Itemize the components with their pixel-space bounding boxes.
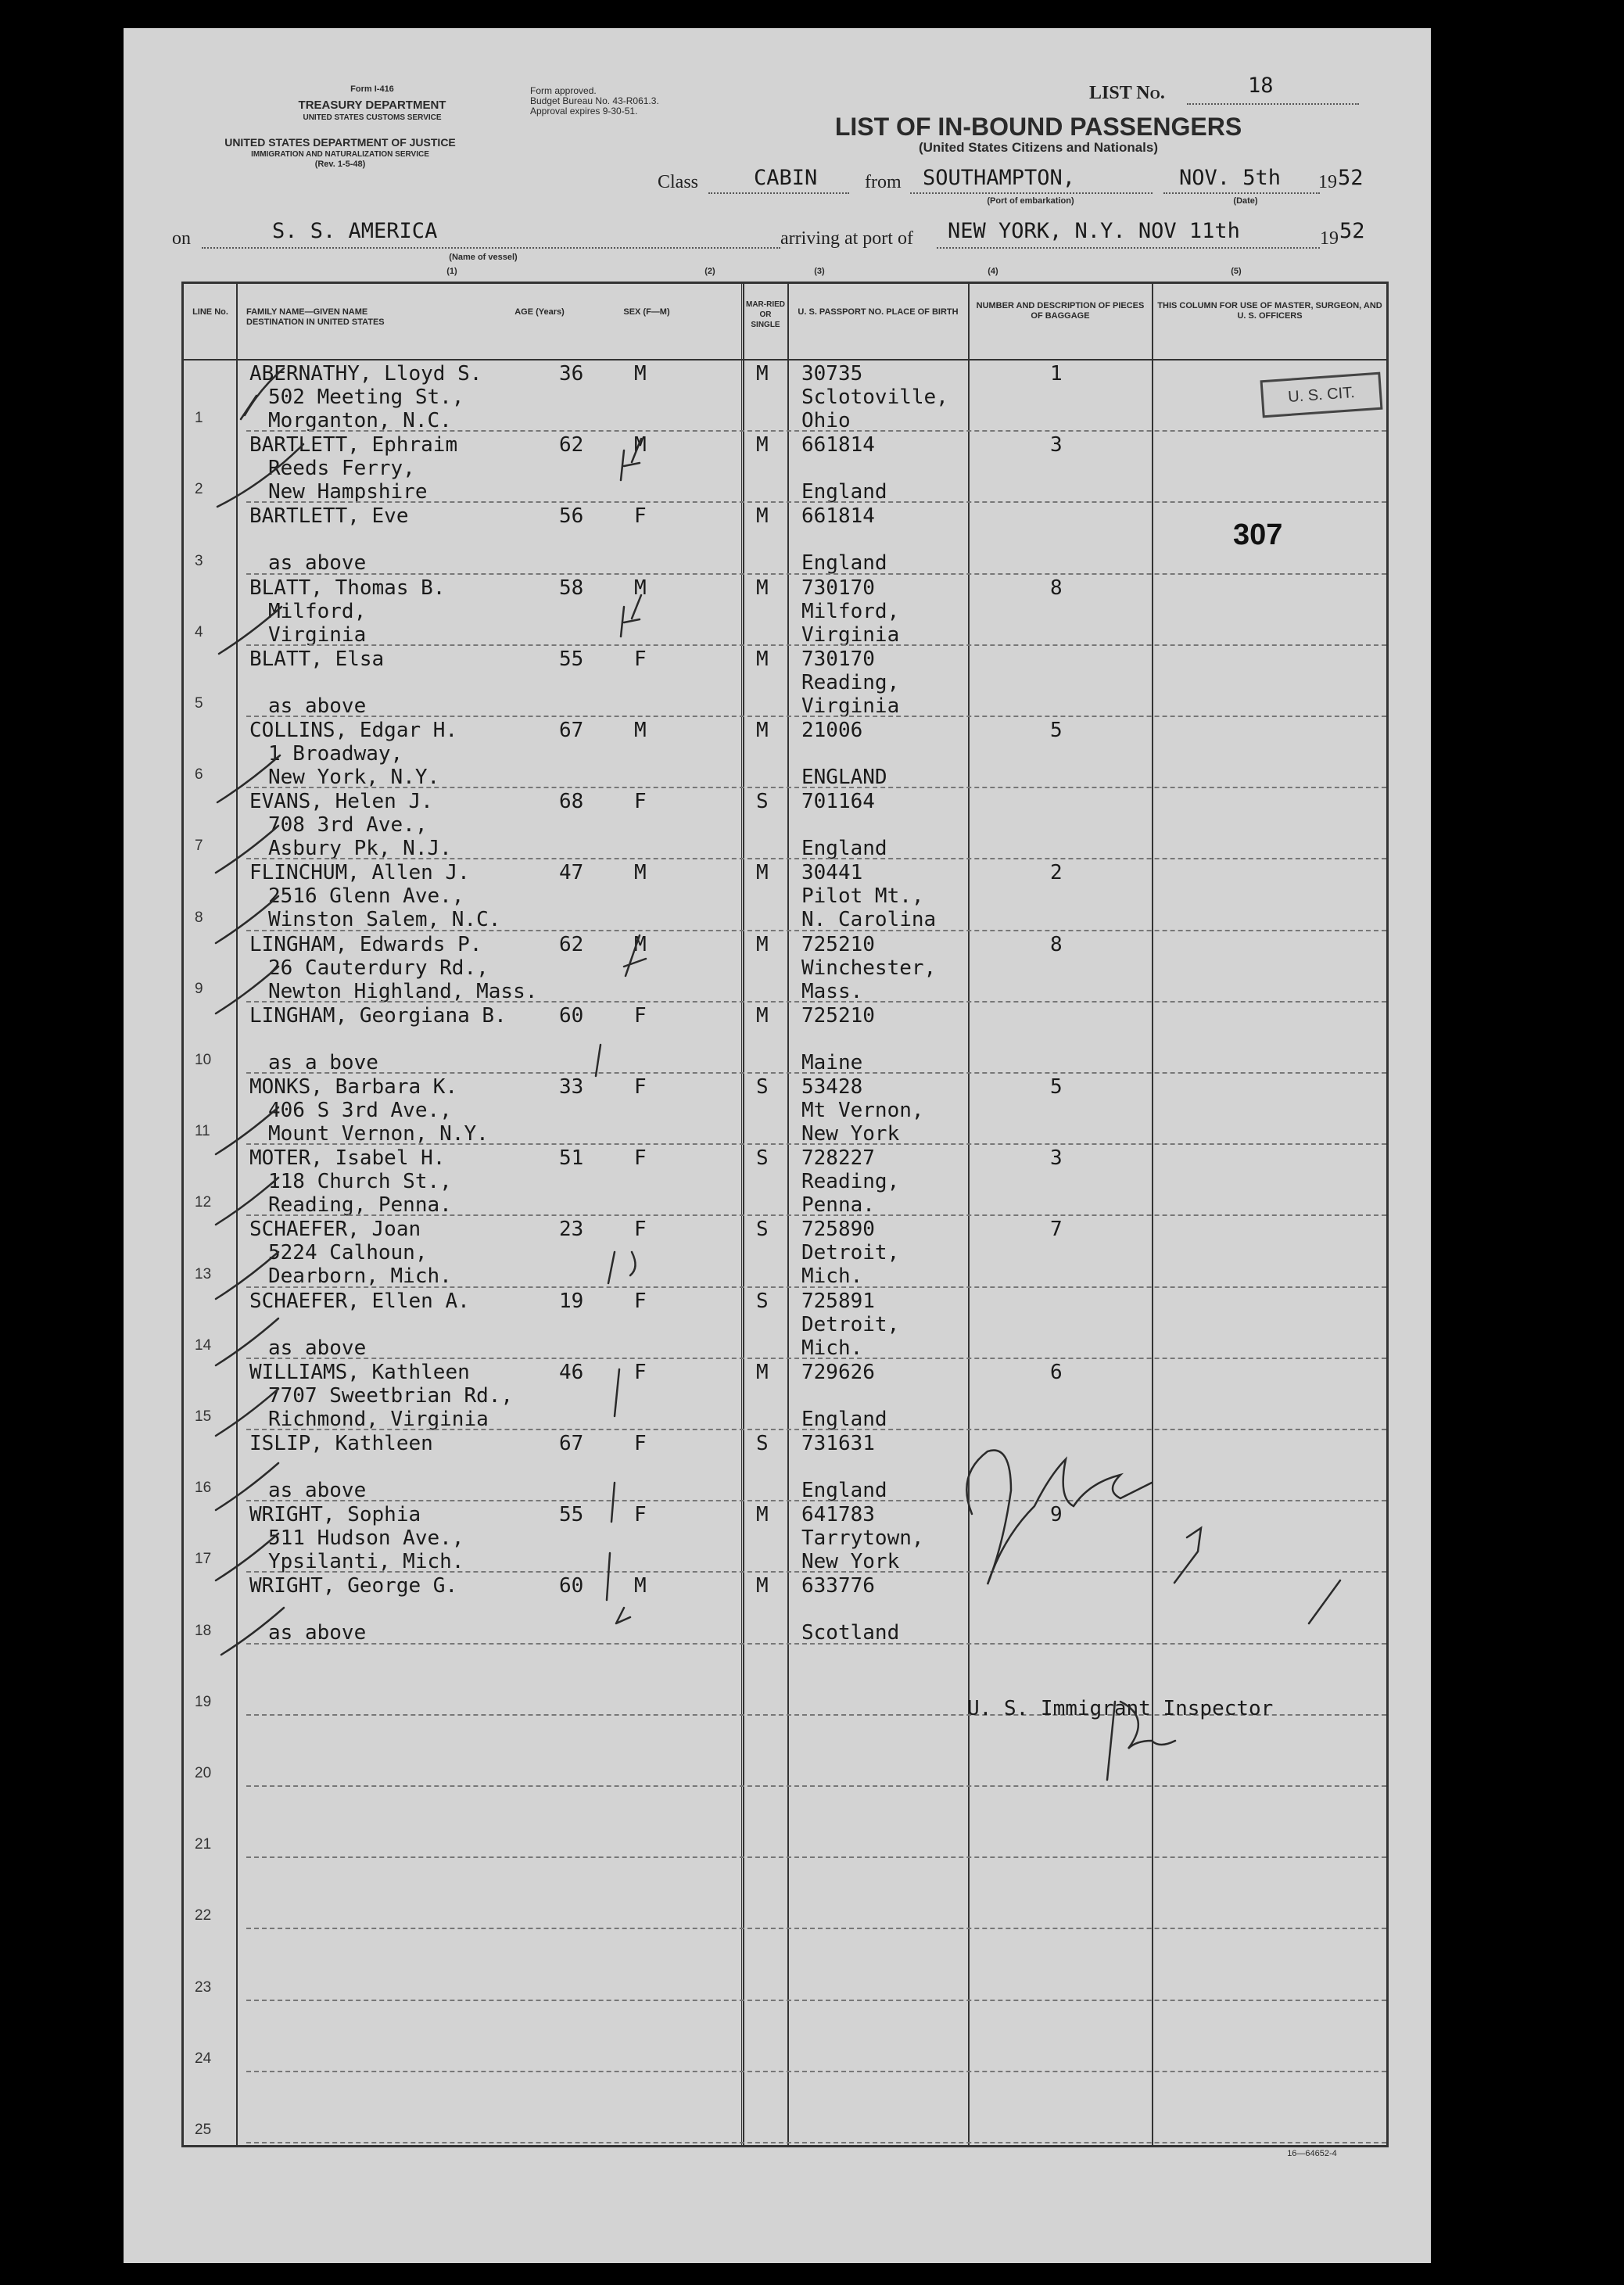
line-number: 20 xyxy=(195,1764,212,1781)
age-value: 56 xyxy=(559,504,584,529)
arrival-year: 52 xyxy=(1339,219,1365,243)
col-line-no: LINE No. xyxy=(192,307,228,317)
embark-year: 52 xyxy=(1338,166,1364,190)
table-row xyxy=(184,1858,1386,1929)
manifest-table xyxy=(181,282,1389,2147)
marital-status: M xyxy=(756,433,769,457)
form-subtitle: (United States Citizens and Nationals) xyxy=(918,140,1159,155)
line-number: 23 xyxy=(195,1978,212,1996)
birthplace-line: England xyxy=(801,1479,887,1502)
age-value: 60 xyxy=(559,1574,584,1598)
arrival-port: NEW YORK, N.Y. NOV 11th xyxy=(948,219,1240,243)
form-number: Form I-416 xyxy=(350,84,394,94)
line-number: 22 xyxy=(195,1907,212,1924)
passport-number: 21006 xyxy=(801,719,863,742)
address-city: Dearborn, Mich. xyxy=(268,1264,452,1289)
address-line: 1 Broadway, xyxy=(268,742,403,766)
age-value: 51 xyxy=(559,1146,584,1171)
birthplace-line: ENGLAND xyxy=(801,766,887,789)
address-city: as above xyxy=(268,1336,367,1360)
address-line: 26 Cauterdury Rd., xyxy=(268,956,489,980)
age-value: 62 xyxy=(559,932,584,956)
age-value: 19 xyxy=(559,1289,584,1313)
sex-value: F xyxy=(634,790,647,814)
date-year-prefix: 19 xyxy=(1318,172,1337,192)
birthplace-line: England xyxy=(801,551,887,576)
sex-value: F xyxy=(634,1503,647,1527)
age-value: 33 xyxy=(559,1075,584,1099)
sex-value: M xyxy=(634,861,647,885)
list-number: 18 xyxy=(1248,74,1274,98)
baggage-count: 1 xyxy=(1050,362,1063,386)
table-row xyxy=(184,1074,1386,1145)
baggage-count: 2 xyxy=(1050,861,1063,885)
address-line: 511 Hudson Ave., xyxy=(268,1526,464,1551)
passport-number: 53428 xyxy=(801,1075,863,1099)
baggage-count: 8 xyxy=(1050,932,1063,956)
col-num-1: (1) xyxy=(446,267,457,276)
address-line: Reeds Ferry, xyxy=(268,457,415,481)
manifest-page xyxy=(124,28,1431,2263)
line-number: 25 xyxy=(195,2121,212,2138)
marital-status: M xyxy=(756,362,769,386)
table-row xyxy=(184,2072,1386,2143)
table-row xyxy=(184,432,1386,503)
passport-number: 661814 xyxy=(801,504,875,529)
line-number: 8 xyxy=(195,909,203,926)
birthplace-line: Mich. xyxy=(801,1336,863,1360)
passport-number: 728227 xyxy=(801,1146,875,1171)
sex-value: F xyxy=(634,1218,647,1242)
birthplace-line: Mich. xyxy=(801,1264,863,1289)
table-row xyxy=(184,1716,1386,1787)
col-passport: U. S. PASSPORT NO. PLACE OF BIRTH xyxy=(798,307,959,317)
vessel-caption: (Name of vessel) xyxy=(449,253,518,262)
form-approved: Form approved. xyxy=(530,85,597,96)
age-value: 46 xyxy=(559,1360,584,1384)
justice-dept: UNITED STATES DEPARTMENT OF JUSTICE xyxy=(224,136,456,149)
passport-number: 730170 xyxy=(801,647,875,671)
col-num-5: (5) xyxy=(1231,267,1242,276)
from-line xyxy=(910,192,1153,194)
table-row xyxy=(184,859,1386,931)
on-label: on xyxy=(172,228,191,249)
inspector-title: U. S. Immigrant Inspector xyxy=(967,1697,1274,1720)
budget-bureau: Budget Bureau No. 43-R061.3. xyxy=(530,95,659,106)
sex-value: M xyxy=(634,576,647,600)
age-value: 67 xyxy=(559,719,584,742)
date-caption: (Date) xyxy=(1233,196,1258,206)
birthplace-line: Maine xyxy=(801,1050,863,1074)
birthplace-line: Detroit, xyxy=(801,1312,900,1336)
birthplace-line: Winchester, xyxy=(801,956,937,980)
marital-status: M xyxy=(756,647,769,671)
passenger-name: BLATT, Thomas B. xyxy=(249,576,446,600)
line-number: 7 xyxy=(195,838,203,855)
col-num-4: (4) xyxy=(988,267,998,276)
marital-status: M xyxy=(756,504,769,529)
passport-number: 30441 xyxy=(801,861,863,885)
line-number: 24 xyxy=(195,2050,212,2067)
birthplace-line: Mass. xyxy=(801,979,863,1003)
footer-code: 16—64652-4 xyxy=(1287,2149,1337,2158)
embarkation-port: SOUTHAMPTON, xyxy=(923,166,1076,190)
baggage-count: 9 xyxy=(1050,1503,1063,1527)
passenger-name: BARTLETT, Eve xyxy=(249,504,409,529)
passenger-name: WRIGHT, Sophia xyxy=(249,1503,421,1527)
vessel-line xyxy=(202,247,780,249)
table-row xyxy=(184,1288,1386,1359)
address-line: 118 Church St., xyxy=(268,1170,452,1194)
table-row xyxy=(184,1929,1386,2000)
list-no-line xyxy=(1187,103,1359,105)
table-row xyxy=(184,1787,1386,1858)
line-number: 4 xyxy=(195,623,203,640)
marital-status: M xyxy=(756,1503,769,1527)
age-value: 55 xyxy=(559,647,584,671)
col-num-3: (3) xyxy=(814,267,825,276)
address-city: Newton Highland, Mass. xyxy=(268,979,538,1003)
birthplace-line: Detroit, xyxy=(801,1241,900,1265)
address-city: Ypsilanti, Mich. xyxy=(268,1550,464,1574)
birthplace-line: England xyxy=(801,1407,887,1431)
birthplace-line: Reading, xyxy=(801,1170,900,1194)
form-title: LIST OF IN-BOUND PASSENGERS xyxy=(834,113,1242,141)
age-value: 58 xyxy=(559,576,584,600)
birthplace-line: Tarrytown, xyxy=(801,1526,924,1551)
age-value: 23 xyxy=(559,1218,584,1242)
class-value: CABIN xyxy=(754,166,818,190)
birthplace-line: Virginia xyxy=(801,694,900,718)
line-number: 9 xyxy=(195,980,203,997)
address-city: Asbury Pk, N.J. xyxy=(268,837,452,861)
passport-number: 729626 xyxy=(801,1360,875,1384)
line-number: 16 xyxy=(195,1480,212,1497)
address-line: 2516 Glenn Ave., xyxy=(268,884,464,909)
marital-status: S xyxy=(756,1146,769,1171)
address-city: as above xyxy=(268,1479,367,1502)
table-row xyxy=(184,1003,1386,1074)
address-line: 406 S 3rd Ave., xyxy=(268,1099,452,1122)
marital-status: S xyxy=(756,790,769,814)
passenger-name: BARTLETT, Ephraim xyxy=(249,433,458,457)
class-label: Class xyxy=(658,172,699,192)
passport-number: 641783 xyxy=(801,1503,875,1527)
sex-value: M xyxy=(634,433,647,457)
sex-value: F xyxy=(634,1289,647,1313)
marital-status: S xyxy=(756,1075,769,1099)
passenger-name: ISLIP, Kathleen xyxy=(249,1432,433,1455)
arrival-line xyxy=(937,247,1320,249)
binder-hole xyxy=(81,98,118,135)
binder-hole xyxy=(77,225,109,258)
address-line: Milford, xyxy=(268,599,367,623)
address-city: Richmond, Virginia xyxy=(268,1407,489,1431)
line-number: 5 xyxy=(195,694,203,712)
line-number: 6 xyxy=(195,766,203,784)
table-row xyxy=(184,1573,1386,1644)
passport-number: 725891 xyxy=(801,1289,875,1313)
passenger-name: LINGHAM, Edwards P. xyxy=(249,932,482,956)
passport-number: 730170 xyxy=(801,576,875,600)
passenger-name: WRIGHT, George G. xyxy=(249,1574,458,1598)
marital-status: S xyxy=(756,1218,769,1242)
birthplace-line: Sclotoville, xyxy=(801,386,948,409)
passenger-name: WILLIAMS, Kathleen xyxy=(249,1360,470,1384)
line-number: 12 xyxy=(195,1194,212,1211)
line-number: 10 xyxy=(195,1051,212,1068)
table-row xyxy=(184,575,1386,646)
table-row xyxy=(184,503,1386,574)
birthplace-line: Mt Vernon, xyxy=(801,1099,924,1122)
passport-number: 725890 xyxy=(801,1218,875,1242)
age-value: 62 xyxy=(559,433,584,457)
binder-hole xyxy=(84,734,119,768)
embark-date: NOV. 5th xyxy=(1179,166,1282,190)
birthplace-line: Pilot Mt., xyxy=(801,884,924,909)
table-row xyxy=(184,2001,1386,2072)
line-number: 1 xyxy=(195,410,203,427)
marital-status: M xyxy=(756,719,769,742)
table-row xyxy=(184,1216,1386,1287)
line-number: 19 xyxy=(195,1693,212,1710)
line-number: 14 xyxy=(195,1336,212,1354)
marital-status: S xyxy=(756,1432,769,1455)
birthplace-line: Penna. xyxy=(801,1193,875,1218)
passenger-name: ABERNATHY, Lloyd S. xyxy=(249,362,482,386)
col-num-2: (2) xyxy=(704,267,715,276)
birthplace-line: N. Carolina xyxy=(801,908,937,932)
address-city: Virginia xyxy=(268,622,367,647)
list-no-label: LIST No. xyxy=(1089,83,1165,103)
passenger-name: BLATT, Elsa xyxy=(249,647,385,671)
age-value: 68 xyxy=(559,790,584,814)
marital-status: M xyxy=(756,1003,769,1028)
sex-value: F xyxy=(634,1003,647,1028)
table-row xyxy=(184,1501,1386,1573)
passport-number: 633776 xyxy=(801,1574,875,1598)
binder-hole xyxy=(76,1084,113,1121)
arriving-label: arriving at port of xyxy=(780,228,913,249)
birthplace-line: New York xyxy=(801,1550,900,1574)
baggage-count: 3 xyxy=(1050,433,1063,457)
sex-value: M xyxy=(634,719,647,742)
line-number: 17 xyxy=(195,1551,212,1568)
date-line xyxy=(1163,192,1320,194)
passenger-name: EVANS, Helen J. xyxy=(249,790,433,814)
passport-number: 701164 xyxy=(801,790,875,814)
table-row xyxy=(184,1359,1386,1430)
port-caption: (Port of embarkation) xyxy=(987,196,1074,206)
marital-status: M xyxy=(756,576,769,600)
birthplace-line: England xyxy=(801,480,887,504)
birthplace-line: New York xyxy=(801,1122,900,1146)
address-city: as above xyxy=(268,694,367,718)
line-number: 18 xyxy=(195,1622,212,1639)
table-row xyxy=(184,646,1386,717)
age-value: 36 xyxy=(559,362,584,386)
stamp-text: U. S. CIT. xyxy=(1287,383,1356,406)
col-baggage: NUMBER AND DESCRIPTION OF PIECES OF BAGGAGE xyxy=(976,301,1145,321)
baggage-count: 7 xyxy=(1050,1218,1063,1242)
address-city: as a bove xyxy=(268,1050,378,1074)
baggage-count: 3 xyxy=(1050,1146,1063,1171)
address-city: Mount Vernon, N.Y. xyxy=(268,1122,489,1146)
line-number: 21 xyxy=(195,1836,212,1853)
address-line: 502 Meeting St., xyxy=(268,386,464,409)
sex-value: F xyxy=(634,504,647,529)
baggage-count: 8 xyxy=(1050,576,1063,600)
marital-status: M xyxy=(756,1360,769,1384)
line-number: 13 xyxy=(195,1265,212,1282)
address-city: as above xyxy=(268,1621,367,1645)
treasury-dept: TREASURY DEPARTMENT xyxy=(298,99,446,112)
sex-value: M xyxy=(634,362,647,386)
sex-value: F xyxy=(634,1432,647,1455)
passenger-name: MONKS, Barbara K. xyxy=(249,1075,458,1099)
line-number: 11 xyxy=(195,1123,210,1140)
col-age: AGE (Years) xyxy=(514,307,565,317)
birthplace-line: Ohio xyxy=(801,409,851,432)
passenger-name: SCHAEFER, Joan xyxy=(249,1218,421,1242)
sex-value: F xyxy=(634,1360,647,1384)
sex-value: F xyxy=(634,1075,647,1099)
passenger-name: FLINCHUM, Allen J. xyxy=(249,861,470,885)
sex-value: M xyxy=(634,932,647,956)
binder-hole xyxy=(83,267,116,300)
form-revision: (Rev. 1-5-48) xyxy=(314,160,366,169)
baggage-count: 5 xyxy=(1050,1075,1063,1099)
passenger-name: COLLINS, Edgar H. xyxy=(249,719,458,742)
line-number: 3 xyxy=(195,552,203,569)
sex-value: F xyxy=(634,647,647,671)
table-row xyxy=(184,717,1386,788)
address-city: as above xyxy=(268,551,367,576)
baggage-count: 5 xyxy=(1050,719,1063,742)
table-row xyxy=(184,788,1386,859)
class-line xyxy=(708,192,849,194)
passport-number: 725210 xyxy=(801,1003,875,1028)
table-row xyxy=(184,361,1386,432)
col-sex: SEX (F—M) xyxy=(623,307,670,317)
age-value: 47 xyxy=(559,861,584,885)
table-row xyxy=(184,931,1386,1003)
table-row xyxy=(184,1430,1386,1501)
customs-service: UNITED STATES CUSTOMS SERVICE xyxy=(303,113,442,122)
passport-number: 661814 xyxy=(801,433,875,457)
stamp-number: 307 xyxy=(1233,518,1283,551)
marital-status: M xyxy=(756,1574,769,1598)
address-city: Morganton, N.C. xyxy=(268,409,452,432)
col-name-destination: FAMILY NAME—GIVEN NAME DESTINATION IN UNITED STATES xyxy=(246,307,385,327)
age-value: 67 xyxy=(559,1432,584,1455)
address-line: 5224 Calhoun, xyxy=(268,1241,428,1265)
passenger-name: LINGHAM, Georgiana B. xyxy=(249,1003,507,1028)
ins-name: IMMIGRATION AND NATURALIZATION SERVICE xyxy=(251,150,429,159)
baggage-count: 6 xyxy=(1050,1360,1063,1384)
address-city: New Hampshire xyxy=(268,480,428,504)
address-line: 7707 Sweetbrian Rd., xyxy=(268,1383,514,1408)
birthplace-line: England xyxy=(801,837,887,861)
passenger-name: SCHAEFER, Ellen A. xyxy=(249,1289,470,1313)
from-label: from xyxy=(865,172,902,192)
marital-status: M xyxy=(756,861,769,885)
marital-status: S xyxy=(756,1289,769,1313)
col-married: MAR-RIED OR SINGLE xyxy=(746,300,785,329)
birthplace-line: Virginia xyxy=(801,622,900,647)
passenger-name: MOTER, Isabel H. xyxy=(249,1146,446,1171)
age-value: 60 xyxy=(559,1003,584,1028)
passenger-rows xyxy=(184,361,1386,2145)
marital-status: M xyxy=(756,932,769,956)
approval-expires: Approval expires 9-30-51. xyxy=(530,106,638,117)
address-city: New York, N.Y. xyxy=(268,766,440,789)
address-city: Reading, Penna. xyxy=(268,1193,452,1218)
line-number: 15 xyxy=(195,1408,212,1425)
age-value: 55 xyxy=(559,1503,584,1527)
passport-number: 731631 xyxy=(801,1432,875,1455)
table-row xyxy=(184,1145,1386,1216)
birthplace-line: Scotland xyxy=(801,1621,900,1645)
row-divider xyxy=(246,2142,1386,2143)
birthplace-line: Reading, xyxy=(801,670,900,694)
passport-number: 30735 xyxy=(801,362,863,386)
birthplace-line: Milford, xyxy=(801,599,900,623)
vessel-name: S. S. AMERICA xyxy=(272,219,438,243)
binder-hole xyxy=(81,905,119,942)
arrival-year-prefix: 19 xyxy=(1320,228,1339,249)
binder-hole xyxy=(88,1583,125,1620)
address-city: Winston Salem, N.C. xyxy=(268,908,501,932)
col-officers: THIS COLUMN FOR USE OF MASTER, SURGEON, AND U. S. OFFICERS xyxy=(1157,301,1382,321)
sex-value: F xyxy=(634,1146,647,1171)
passport-number: 725210 xyxy=(801,932,875,956)
address-line: 708 3rd Ave., xyxy=(268,813,428,838)
sex-value: M xyxy=(634,1574,647,1598)
line-number: 2 xyxy=(195,481,203,498)
